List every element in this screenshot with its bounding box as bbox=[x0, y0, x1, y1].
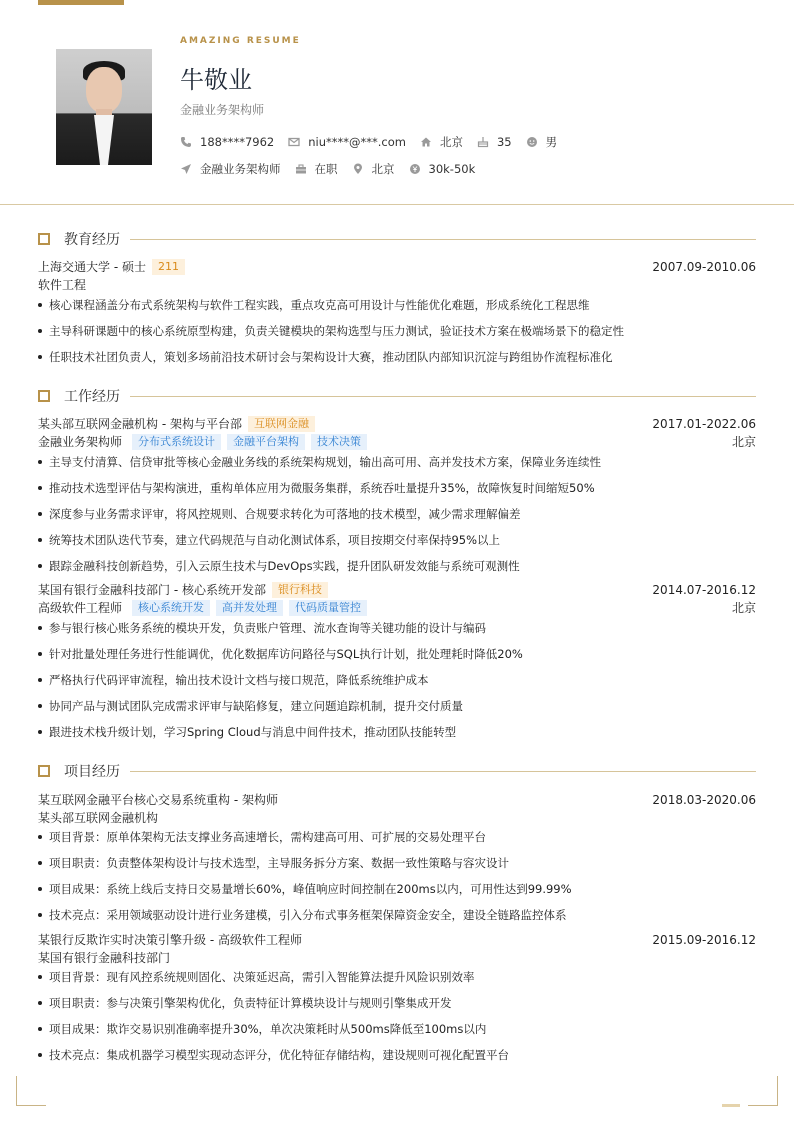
list-item: 技术亮点：采用领域驱动设计进行业务建模，引入分布式事务框架保障资金安全，建设全链路监控体系 bbox=[38, 907, 756, 923]
send-icon bbox=[180, 163, 192, 175]
project-name: 某互联网金融平台核心交易系统重构 - 架构师 bbox=[38, 793, 278, 807]
list-item: 参与银行核心账务系统的模块开发，负责账户管理、流水查询等关键功能的设计与编码 bbox=[38, 620, 756, 636]
list-item: 项目背景：原单体架构无法支撑业务高速增长，需构建高可用、可扩展的交易处理平台 bbox=[38, 829, 756, 845]
project-org: 某头部互联网金融机构 bbox=[38, 811, 159, 825]
job-role: 金融业务架构师 bbox=[38, 435, 123, 449]
target-role-info: 金融业务架构师 bbox=[180, 161, 281, 177]
project-org-line bbox=[38, 949, 756, 966]
location-pin-icon bbox=[352, 163, 364, 175]
target-city-info: 北京 bbox=[352, 161, 395, 177]
industry-tag: 互联网金融 bbox=[248, 416, 315, 432]
corner-ornament-right bbox=[748, 1076, 778, 1106]
list-item: 项目成果：系统上线后支持日交易量增长60%，峰值响应时间控制在200ms以内，可用性达到99.99% bbox=[38, 881, 756, 897]
list-item: 主导科研课题中的核心系统原型构建，负责关键模块的架构选型与压力测试，验证技术方案在极端场景下的稳定性 bbox=[38, 323, 756, 339]
project-header bbox=[38, 931, 756, 948]
education-major-line bbox=[38, 276, 756, 293]
briefcase-icon bbox=[295, 163, 307, 175]
section-education bbox=[38, 231, 756, 247]
skill-tag: 技术决策 bbox=[311, 434, 367, 450]
gender-icon bbox=[526, 136, 538, 148]
skill-tag: 高并发处理 bbox=[216, 600, 283, 616]
section-title: 工作经历 bbox=[64, 389, 120, 405]
list-item: 主导支付清算、信贷审批等核心金融业务线的系统架构规划，输出高可用、高并发技术方案，保障业务连续性 bbox=[38, 454, 756, 470]
list-item: 深度参与业务需求评审，将风控规则、合规要求转化为可落地的技术模型，减少需求理解偏差 bbox=[38, 506, 756, 522]
section-divider bbox=[130, 396, 756, 397]
list-item: 严格执行代码评审流程，输出技术设计文档与接口规范，降低系统维护成本 bbox=[38, 672, 756, 688]
section-projects bbox=[38, 763, 756, 779]
list-item: 核心课程涵盖分布式系统架构与软件工程实践，重点攻克高可用设计与性能优化难题，形成系统化工程思维 bbox=[38, 297, 756, 313]
job-role-line bbox=[38, 433, 756, 450]
company-name: 某国有银行金融科技部门 - 核心系统开发部 bbox=[38, 583, 266, 597]
company-name: 某头部互联网金融机构 - 架构与平台部 bbox=[38, 417, 242, 431]
list-item: 统筹技术团队迭代节奏，建立代码规范与自动化测试体系，项目按期交付率保持95%以上 bbox=[38, 532, 756, 548]
email-info: niu****@***.com bbox=[288, 135, 406, 149]
resume-tagline: AMAZING RESUME bbox=[180, 36, 301, 46]
candidate-title: 金融业务架构师 bbox=[180, 103, 265, 117]
job-period: 2014.07-2016.12 bbox=[652, 582, 756, 597]
section-title: 项目经历 bbox=[64, 764, 120, 780]
school-tag: 211 bbox=[152, 259, 185, 275]
project-period: 2018.03-2020.06 bbox=[652, 792, 756, 807]
candidate-name: 牛敬业 bbox=[180, 66, 252, 94]
bottom-accent-bar bbox=[722, 1104, 740, 1107]
list-item: 项目职责：负责整体架构设计与技术选型，主导服务拆分方案、数据一致性策略与容灾设计 bbox=[38, 855, 756, 871]
skill-tag: 分布式系统设计 bbox=[132, 434, 221, 450]
home-icon bbox=[420, 136, 432, 148]
list-item: 跟进技术栈升级计划，学习Spring Cloud与消息中间件技术，推动团队技能转型 bbox=[38, 724, 756, 740]
section-marker bbox=[38, 390, 50, 402]
list-item: 任职技术社团负责人，策划多场前沿技术研讨会与架构设计大赛，推动团队内部知识沉淀与跨组协作流程标准化 bbox=[38, 349, 756, 365]
job-city: 北京 bbox=[731, 435, 756, 449]
skill-tag: 金融平台架构 bbox=[227, 434, 305, 450]
skill-tag: 核心系统开发 bbox=[132, 600, 210, 616]
list-item: 跟踪金融科技创新趋势，引入云原生技术与DevOps实践，提升团队研发效能与系统可观测性 bbox=[38, 558, 756, 574]
project-name: 某银行反欺诈实时决策引擎升级 - 高级软件工程师 bbox=[38, 933, 302, 947]
project-org-line bbox=[38, 809, 756, 826]
salary-icon bbox=[409, 163, 421, 175]
list-item: 项目背景：现有风控系统规则固化、决策延迟高，需引入智能算法提升风险识别效率 bbox=[38, 969, 756, 985]
section-marker bbox=[38, 765, 50, 777]
avatar bbox=[56, 49, 152, 165]
job-header bbox=[38, 415, 756, 432]
mail-icon bbox=[288, 136, 300, 148]
list-item: 项目职责：参与决策引擎架构优化，负责特征计算模块设计与规则引擎集成开发 bbox=[38, 995, 756, 1011]
list-item: 推动技术选型评估与架构演进，重构单体应用为微服务集群，系统吞吐量提升35%，故障恢复时间缩短50% bbox=[38, 480, 756, 496]
gender-info: 男 bbox=[526, 134, 558, 150]
project-period: 2015.09-2016.12 bbox=[652, 932, 756, 947]
home-info: 北京 bbox=[420, 134, 463, 150]
skill-tag: 代码质量管控 bbox=[289, 600, 367, 616]
contact-row bbox=[180, 134, 571, 150]
education-header bbox=[38, 258, 756, 275]
job-role: 高级软件工程师 bbox=[38, 601, 123, 615]
major: 软件工程 bbox=[38, 278, 87, 292]
industry-tag: 银行科技 bbox=[272, 582, 328, 598]
status-info: 在职 bbox=[295, 161, 338, 177]
cake-icon bbox=[477, 136, 489, 148]
list-item: 技术亮点：集成机器学习模型实现动态评分，优化特征存储结构，建设规则可视化配置平台 bbox=[38, 1047, 756, 1063]
job-role-line bbox=[38, 599, 756, 616]
section-work bbox=[38, 388, 756, 404]
corner-ornament-left bbox=[16, 1076, 46, 1106]
phone-info: 188****7962 bbox=[180, 135, 274, 149]
education-period: 2007.09-2010.06 bbox=[652, 259, 756, 274]
list-item: 针对批量处理任务进行性能调优，优化数据库访问路径与SQL执行计划，批处理耗时降低20% bbox=[38, 646, 756, 662]
job-header bbox=[38, 581, 756, 598]
job-intent-row bbox=[180, 161, 489, 177]
project-header bbox=[38, 791, 756, 808]
section-divider bbox=[130, 771, 756, 772]
age-info: 35 bbox=[477, 135, 512, 149]
job-city: 北京 bbox=[731, 601, 756, 615]
list-item: 项目成果：欺诈交易识别准确率提升30%，单次决策耗时从500ms降低至100ms以内 bbox=[38, 1021, 756, 1037]
section-divider bbox=[130, 239, 756, 240]
school-name: 上海交通大学 - 硕士 bbox=[38, 260, 146, 274]
section-title: 教育经历 bbox=[64, 232, 120, 248]
phone-icon bbox=[180, 136, 192, 148]
section-marker bbox=[38, 233, 50, 245]
list-item: 协同产品与测试团队完成需求评审与缺陷修复，建立问题追踪机制，提升交付质量 bbox=[38, 698, 756, 714]
salary-info: 30k-50k bbox=[409, 162, 476, 176]
job-period: 2017.01-2022.06 bbox=[652, 416, 756, 431]
resume-header bbox=[0, 0, 794, 205]
project-org: 某国有银行金融科技部门 bbox=[38, 951, 171, 965]
